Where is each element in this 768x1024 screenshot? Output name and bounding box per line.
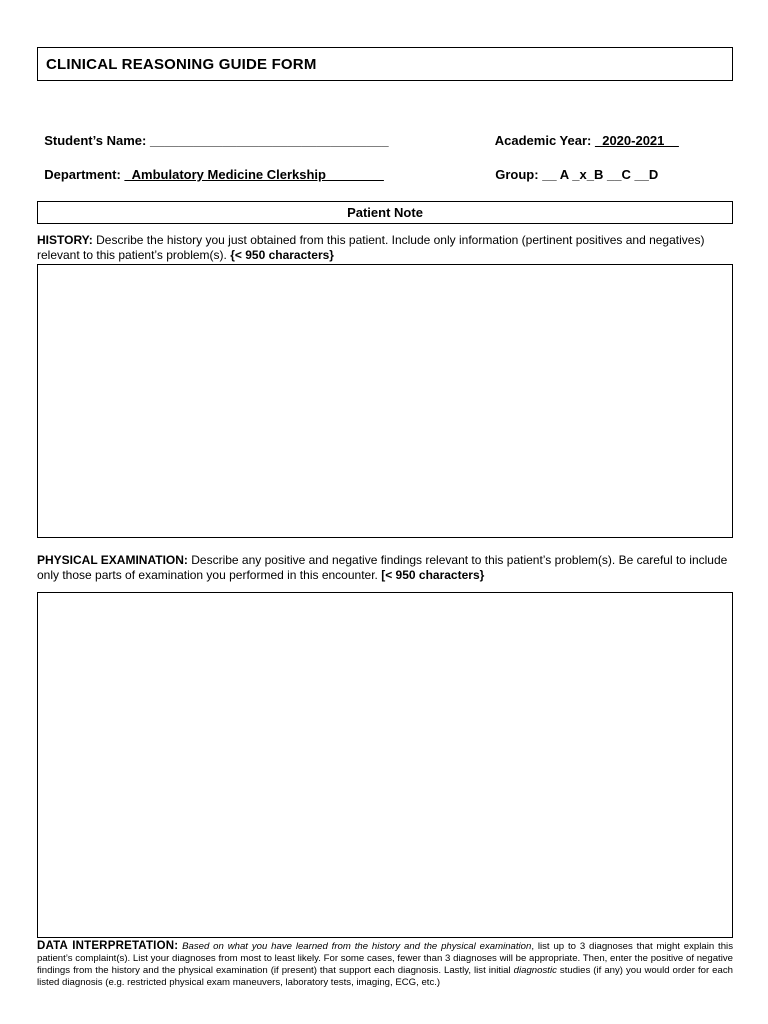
academic-year-field[interactable] [488,118,679,148]
physical-exam-answer-box[interactable] [37,592,733,938]
department-field[interactable] [37,152,384,182]
data-interpretation-text-2: studies (if any) you would order for each listed diagnosis (e.g. restricted physical exam maneuvers, laboratory tests, imaging, ECG, etc.) [37,965,733,988]
history-answer-box[interactable] [37,264,733,538]
patient-note-title: Patient Note [347,205,423,220]
history-label: HISTORY: [37,233,93,247]
form-title-text: CLINICAL REASONING GUIDE FORM [46,55,317,73]
academic-year-value[interactable]: _2020-2021__ [594,133,679,148]
academic-year-label: Academic Year: [494,133,592,148]
history-instructions [37,233,737,263]
form-title [37,47,733,81]
data-interpretation-italic-intro: Based on what you have learned from the history and the physical examination [182,941,532,952]
physical-exam-text: Describe any positive and negative findings relevant to this patient’s problem(s). Be careful to include only those parts of examination you performed in this encounter. [37,553,728,582]
physical-exam-instructions [37,553,737,583]
physical-exam-limit: [< 950 characters} [381,568,485,582]
student-name-label: Student’s Name: [44,133,147,148]
group-label: Group: [495,167,539,182]
data-interpretation-text-1: , list up to 3 diagnoses that might explain this patient’s complaint(s). List your diagnoses from most to least likely. For some cases, fewer than 3 diagnoses will be appropriate. Then, enter the positive of negative findings from the history and the physical examination (if present) that support each diagnosis. Lastly, list initial [37,941,733,976]
student-name-value[interactable]: _________________________________ [149,133,389,148]
physical-exam-label: PHYSICAL EXAMINATION: [37,553,188,567]
department-label: Department: [44,167,121,182]
patient-note-header [37,201,733,224]
history-text: Describe the history you just obtained from this patient. Include only information (pertinent positives and negatives) relevant to this patient’s problem(s). [37,233,705,262]
data-interpretation-label: DATA INTERPRETATION: [37,940,179,952]
group-value[interactable]: __ A _x_B __C __D [542,167,659,182]
history-limit: {< 950 characters} [230,248,334,262]
data-interpretation-italic-word: diagnostic [513,965,557,976]
group-field[interactable] [488,152,658,182]
department-value[interactable]: _Ambulatory Medicine Clerkship________ [124,167,384,182]
data-interpretation-instructions [37,940,733,989]
student-name-field[interactable] [37,118,389,148]
